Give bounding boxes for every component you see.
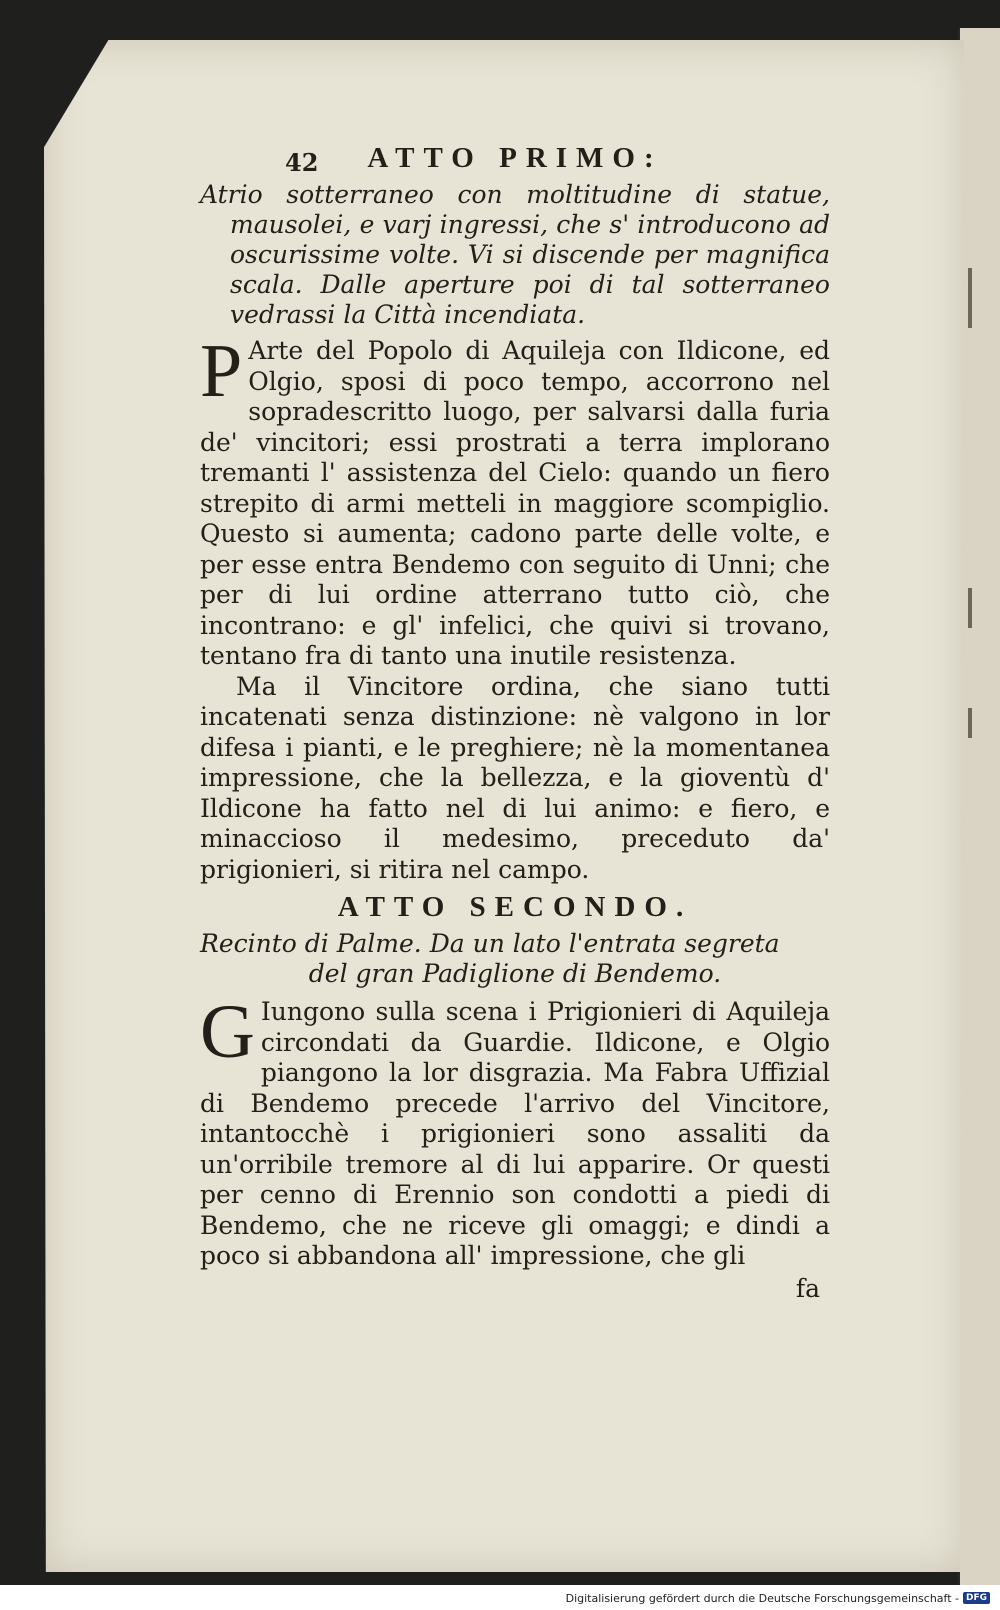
act-one-heading: ATTO PRIMO: [367, 142, 663, 174]
act-two-stage-direction-line-1: Recinto di Palme. Da un lato l'entrata segreta [200, 929, 780, 958]
edge-mark [968, 268, 972, 328]
act-two-paragraph-1-text: Iungono sulla scena i Prigionieri di Aquileja circondati da Guardie. Ildicone, e Olgio piangono la lor disgrazia. Ma Fabra Uffizial di Bendemo precede l'arrivo del Vincitore, intantocchè i prigionieri sono assaliti da un'orribile tremore al di lui apparire. Or questi per cenno di Erennio son condotti a piedi di Bendemo, che ne riceve gli omaggi; e dindi a poco si abbandona all' impressione, che gli [200, 997, 830, 1270]
footer-credit: Digitalisierung gefördert durch die Deutsche Forschungsgemeinschaft - [565, 1591, 959, 1605]
act-two-paragraph-1 [200, 990, 830, 1272]
page-text [200, 140, 830, 1304]
catchword: fa [795, 1273, 820, 1303]
dfg-logo-icon: DFG [963, 1592, 990, 1604]
footer [566, 1589, 990, 1607]
act-two-stage-direction [200, 929, 830, 989]
edge-mark [968, 708, 972, 738]
edge-mark [968, 588, 972, 628]
act-one-paragraph-1-text: Arte del Popolo di Aquileja con Ildicone, ed Olgio, sposi di poco tempo, accorrono nel sopradescritto luogo, per salvarsi dalla furia de' vincitori; essi prostrati a terra implorano tremanti l' assistenza del Cielo: quando un fiero strepito di armi metteli in maggiore scompiglio. Questo si aumenta; cadono parte delle volte, e per esse entra Bendemo con seguito di Unni; che per di lui ordine atterrano tutto ciò, che incontrano: e gl' infelici, che quivi si trovano, tentano fra di tanto una inutile resistenza. [200, 336, 830, 670]
act-one-stage-direction: Atrio sotterraneo con moltitudine di statue, mausolei, e varj ingressi, che s' introducono ad oscurissime volte. Vi si discende per magnifica scala. Dalle aperture poi di tal sotterraneo vedrassi la Città incendiata. [200, 180, 830, 329]
act-two-heading: ATTO SECONDO. [337, 891, 693, 923]
act-one-paragraph-1 [200, 329, 830, 672]
drop-cap-g: G [200, 990, 255, 1074]
adjacent-page-edge [958, 28, 1000, 1585]
page-number: 42 [285, 148, 319, 177]
act-two-stage-direction-line-2: del gran Padiglione di Bendemo. [308, 959, 722, 988]
drop-cap-p: P [200, 329, 243, 413]
act-one-paragraph-2: Ma il Vincitore ordina, che siano tutti incatenati senza distinzione: nè valgono in lor difesa i pianti, e le preghiere; nè la momentanea impressione, che la bellezza, e la gioventù d' Ildicone ha fatto nel di lui animo: e fiero, e minaccioso il medesimo, preceduto da' prigionieri, si ritira nel campo. [200, 671, 830, 884]
